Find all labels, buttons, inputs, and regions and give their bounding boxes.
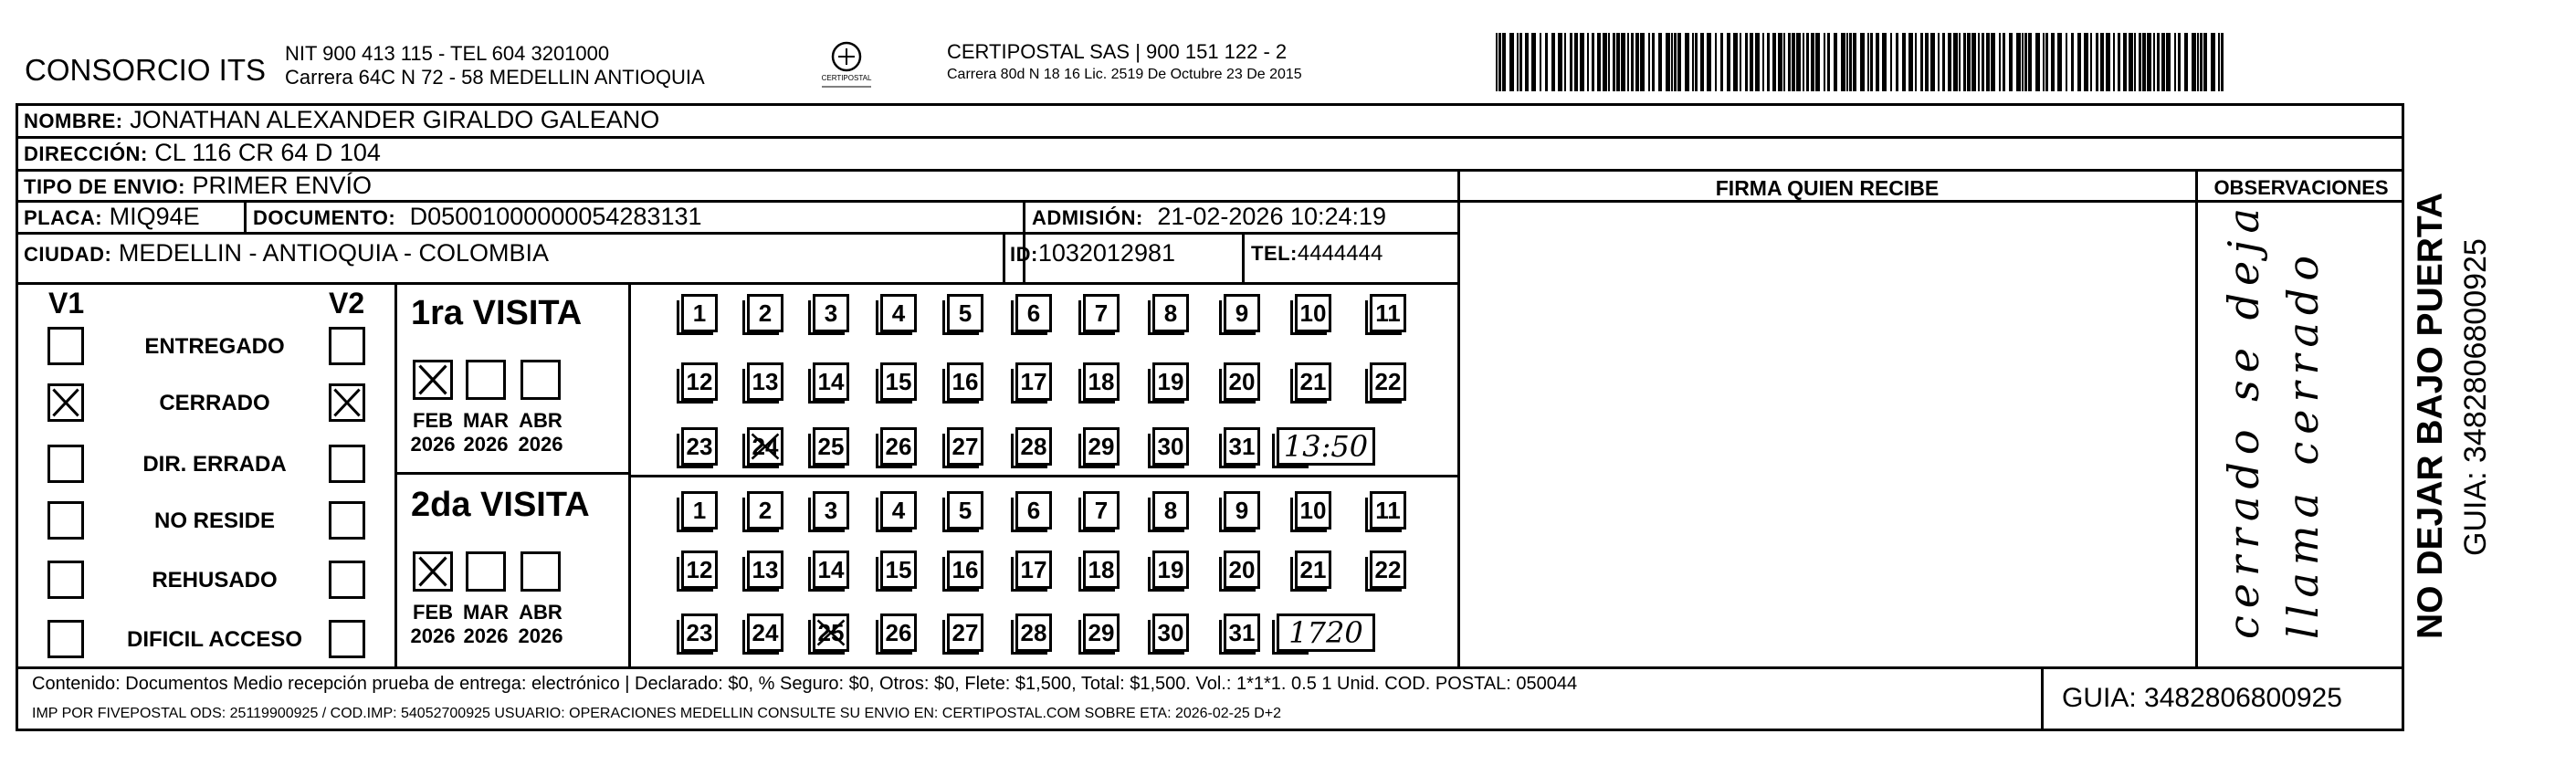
barcode-bar (1525, 33, 1529, 91)
day-box[interactable]: 26 (880, 427, 917, 466)
placa-value: MIQ94E (109, 203, 200, 230)
barcode-bar (1509, 33, 1514, 91)
barcode-bar (1860, 33, 1865, 91)
visit-time-value: 13:50 (1283, 429, 1369, 464)
barcode-bar (1727, 33, 1730, 91)
day-box[interactable]: 24 (747, 427, 783, 466)
day-box[interactable]: 9 (1224, 491, 1260, 530)
visit-2-title: 2da VISITA (411, 486, 590, 524)
barcode-bar (1982, 33, 1984, 91)
signature-area[interactable] (1460, 203, 2195, 666)
month-checkbox[interactable] (466, 551, 506, 592)
barcode-bar (1496, 33, 1498, 91)
admision-field (1032, 203, 1386, 231)
day-box[interactable]: 30 (1152, 613, 1189, 652)
day-box[interactable]: 11 (1370, 491, 1406, 530)
tipo-envio-field (24, 172, 372, 200)
footer-guia: GUIA: 3482806800925 (2062, 683, 2342, 713)
firma-header: FIRMA QUIEN RECIBE (1715, 176, 1940, 200)
barcode-bar (1745, 33, 1748, 91)
barcode-bar (1502, 33, 1506, 91)
barcode-bar (1674, 33, 1677, 91)
day-box[interactable]: 31 (1224, 613, 1260, 652)
barcode-bar (2071, 33, 2074, 91)
status-label: DIFICIL ACCESO (126, 627, 302, 652)
day-box[interactable]: 14 (813, 551, 849, 589)
day-box[interactable]: 1 (681, 491, 718, 530)
barcode-bar (1827, 33, 1830, 91)
footer-imp: IMP POR FIVEPOSTAL ODS: 25119900925 / COD.IMP: 54052700925 USUARIO: OPERACIONES MEDELLIN CONSULTE SU ENVIO EN: CERTIPOSTAL.COM SOBRE ETA: 2026-02-25 D+2 (32, 706, 1282, 721)
status-label: CERRADO (159, 391, 270, 415)
day-box[interactable]: 21 (1295, 362, 1331, 401)
barcode-bar (1953, 33, 1958, 91)
barcode-bar (2203, 33, 2207, 91)
barcode-bar (1783, 33, 1785, 91)
barcode-bar (2139, 33, 2141, 91)
nombre-value: JONATHAN ALEXANDER GIRALDO GALEANO (130, 106, 660, 133)
barcode-bar (1978, 33, 1980, 91)
barcode-bar (2142, 33, 2146, 91)
barcode-bar (1558, 33, 1562, 91)
day-box[interactable]: 4 (880, 294, 917, 332)
barcode-bar (1570, 33, 1572, 91)
day-box[interactable]: 5 (947, 294, 983, 332)
barcode-bar (1715, 33, 1717, 91)
ciudad-field (24, 239, 549, 267)
barcode-bar (2174, 33, 2176, 91)
day-box[interactable]: 28 (1015, 613, 1052, 652)
v1-checkbox[interactable] (47, 327, 84, 365)
barcode-bar (2129, 33, 2133, 91)
ciudad-value: MEDELLIN - ANTIOQUIA - COLOMBIA (118, 239, 549, 267)
barcode-bar (1707, 33, 1711, 91)
month-label: MAR 2026 (462, 601, 510, 647)
barcode-bar (1925, 33, 1929, 91)
id-label: ID: (1010, 243, 1038, 266)
month-checkbox[interactable] (520, 360, 561, 400)
barcode-bar (1621, 33, 1625, 91)
barcode-bar (1613, 33, 1615, 91)
month-label: MAR 2026 (462, 409, 510, 456)
v2-checkbox[interactable] (329, 445, 365, 483)
barcode-bar (2166, 33, 2171, 91)
day-box[interactable]: 20 (1224, 362, 1260, 401)
day-box[interactable]: 24 (747, 613, 783, 652)
day-box[interactable]: 18 (1083, 362, 1120, 401)
barcode-bar (1942, 33, 1945, 91)
day-box[interactable]: 4 (880, 491, 917, 530)
v2-header: V2 (329, 287, 365, 320)
barcode-bar (2096, 33, 2098, 91)
barcode-bar (1608, 33, 1610, 91)
status-label: NO RESIDE (153, 509, 276, 533)
barcode-bar (1685, 33, 1689, 91)
observaciones-header: OBSERVACIONES (2213, 176, 2389, 199)
day-box[interactable]: 29 (1083, 427, 1120, 466)
nombre-label: NOMBRE: (24, 110, 123, 132)
tipo-envio-value: PRIMER ENVÍO (192, 172, 372, 199)
barcode-bar (1700, 33, 1704, 91)
barcode-bar (1846, 33, 1848, 91)
barcode-bar (1991, 33, 1995, 91)
barcode-bar (1920, 33, 1923, 91)
day-box[interactable]: 14 (813, 362, 849, 401)
certipostal-logo (815, 38, 878, 91)
barcode-bar (2066, 33, 2067, 91)
day-box[interactable]: 18 (1083, 551, 1120, 589)
footer-content: Contenido: Documentos Medio recepción prueba de entrega: electrónico | Declarado: $0, % Seguro: $0, Otros: $0, Flete: $1,500, Total: $1,500. Vol.: 1*1*1. 0.5 1 Unid. COD. POSTAL: 050044 (32, 674, 1578, 694)
barcode-bar (2178, 33, 2181, 91)
day-box[interactable]: 22 (1370, 551, 1406, 589)
barcode-bar (1803, 33, 1804, 91)
placa-field (24, 203, 200, 231)
v2-checkbox[interactable] (329, 501, 365, 540)
barcode-bar (1788, 33, 1791, 91)
barcode-bar (1574, 33, 1578, 91)
month-label: FEB 2026 (410, 409, 456, 456)
barcode-bar (2192, 33, 2196, 91)
day-box[interactable]: 11 (1370, 294, 1406, 332)
v1-checkbox[interactable] (47, 561, 84, 599)
barcode-bar (1750, 33, 1753, 91)
day-box[interactable]: 27 (947, 427, 983, 466)
barcode-bar (2035, 33, 2040, 91)
barcode-bar (1930, 33, 1935, 91)
barcode-bar (1762, 33, 1764, 91)
documento-value: D05001000000054283131 (409, 203, 702, 230)
barcode-bar (1540, 33, 1541, 91)
no-dejar-bajo-puerta: NO DEJAR BAJO PUERTA (2411, 192, 2450, 639)
status-label: ENTREGADO (144, 334, 285, 359)
barcode-bar (2022, 33, 2024, 91)
day-box[interactable]: 5 (947, 491, 983, 530)
barcode-bar (1986, 33, 1990, 91)
barcode-bar (2200, 33, 2203, 91)
barcode-bar (2123, 33, 2127, 91)
day-box[interactable]: 25 (813, 613, 849, 652)
barcode-bar (1896, 33, 1898, 91)
barcode-bar (1597, 33, 1601, 91)
barcode-bar (2028, 33, 2032, 91)
v2-checkbox[interactable] (329, 561, 365, 599)
barcode-bar (1867, 33, 1869, 91)
visit-time[interactable] (1277, 613, 1375, 652)
side-guia: GUIA: 3482806800925 (2458, 238, 2493, 556)
tel-value: 4444444 (1297, 241, 1383, 266)
day-box[interactable]: 19 (1152, 551, 1189, 589)
v1-header: V1 (48, 287, 85, 320)
barcode-bar (1853, 33, 1856, 91)
company-name: CONSORCIO ITS (25, 53, 267, 87)
status-label: REHUSADO (152, 568, 278, 592)
v1-checkbox[interactable] (47, 501, 84, 540)
barcode-bar (2045, 33, 2048, 91)
v2-checkbox[interactable] (329, 327, 365, 365)
month-label: ABR 2026 (518, 601, 563, 647)
day-box[interactable]: 17 (1015, 362, 1052, 401)
v1-checkbox[interactable] (47, 620, 84, 658)
tel-label: TEL: (1251, 242, 1298, 265)
barcode-bar (1902, 33, 1906, 91)
barcode-bar (1517, 33, 1519, 91)
month-checkbox[interactable] (466, 360, 506, 400)
admision-value: 21-02-2026 10:24:19 (1157, 203, 1387, 230)
day-box[interactable]: 6 (1015, 294, 1052, 332)
barcode-bar (2211, 33, 2215, 91)
tipo-envio-label: TIPO DE ENVIO: (24, 175, 185, 198)
barcode-bar (1519, 33, 1522, 91)
day-box[interactable]: 31 (1224, 427, 1260, 466)
v1-checkbox[interactable] (47, 383, 84, 422)
visit-time-value: 1720 (1288, 615, 1363, 650)
v2-checkbox[interactable] (329, 383, 365, 422)
barcode-bar (1824, 33, 1825, 91)
month-checkbox[interactable] (413, 360, 453, 400)
barcode-bar (1882, 33, 1887, 91)
barcode-bar (2161, 33, 2165, 91)
barcode-bar (2184, 33, 2188, 91)
barcode-bar (1648, 33, 1650, 91)
barcode-bar (2003, 33, 2005, 91)
day-box[interactable]: 15 (880, 551, 917, 589)
barcode-bar (1938, 33, 1940, 91)
day-box[interactable]: 15 (880, 362, 917, 401)
day-box[interactable]: 2 (747, 294, 783, 332)
day-box[interactable]: 25 (813, 427, 849, 466)
day-box[interactable]: 13 (747, 362, 783, 401)
barcode-bar (1592, 33, 1594, 91)
day-box[interactable]: 8 (1152, 294, 1189, 332)
barcode-bar (2147, 33, 2151, 91)
barcode-bar (1915, 33, 1917, 91)
placa-label: PLACA: (24, 206, 103, 229)
day-box[interactable]: 26 (880, 613, 917, 652)
direccion-field (24, 139, 381, 167)
carrier-name: CERTIPOSTAL SAS | 900 151 122 - 2 (947, 40, 1288, 63)
day-box[interactable]: 23 (681, 613, 718, 652)
barcode-bar (1778, 33, 1782, 91)
barcode-bar (1963, 33, 1966, 91)
day-box[interactable]: 29 (1083, 613, 1120, 652)
barcode-bar (2118, 33, 2120, 91)
admision-label: ADMISIÓN: (1032, 206, 1143, 229)
barcode-bar (1733, 33, 1738, 91)
barcode-bar (1627, 33, 1629, 91)
direccion-value: CL 116 CR 64 D 104 (154, 139, 381, 166)
observation-note: llama cerrado (2278, 247, 2328, 639)
barcode-bar (1959, 33, 1961, 91)
visit-time[interactable] (1277, 427, 1375, 466)
barcode-bar (1971, 33, 1976, 91)
barcode-bar (1652, 33, 1655, 91)
observation-note: cerrado se deja (2219, 201, 2268, 639)
documento-field (253, 203, 702, 231)
barcode-bar (1720, 33, 1723, 91)
day-box[interactable]: 8 (1152, 491, 1189, 530)
month-checkbox[interactable] (520, 551, 561, 592)
tel-field (1251, 241, 1383, 267)
barcode-bar (1545, 33, 1548, 91)
barcode-bar (1677, 33, 1681, 91)
barcode-bar (1498, 33, 1501, 91)
day-box[interactable]: 19 (1152, 362, 1189, 401)
day-box[interactable]: 9 (1224, 294, 1260, 332)
barcode-bar (1587, 33, 1589, 91)
day-box[interactable]: 22 (1370, 362, 1406, 401)
barcode-bar (1603, 33, 1607, 91)
day-box[interactable]: 16 (947, 362, 983, 401)
v2-checkbox[interactable] (329, 620, 365, 658)
barcode-bar (1772, 33, 1776, 91)
barcode-bar (1948, 33, 1951, 91)
day-box[interactable]: 28 (1015, 427, 1052, 466)
barcode-bar (1531, 33, 1536, 91)
day-box[interactable]: 17 (1015, 551, 1052, 589)
barcode-bar (1580, 33, 1584, 91)
day-box[interactable]: 12 (681, 551, 718, 589)
barcode-bar (2197, 33, 2199, 91)
month-label: FEB 2026 (410, 601, 456, 647)
barcode-bar (2113, 33, 2115, 91)
v1-checkbox[interactable] (47, 445, 84, 483)
barcode-bar (1767, 33, 1770, 91)
barcode-bar (1908, 33, 1913, 91)
day-box[interactable]: 20 (1224, 551, 1260, 589)
nombre-field (24, 106, 659, 134)
barcode-bar (2090, 33, 2092, 91)
barcode-bar (1876, 33, 1879, 91)
day-box[interactable]: 27 (947, 613, 983, 652)
documento-label: DOCUMENTO: (253, 206, 396, 229)
barcode-bar (1695, 33, 1698, 91)
barcode-bar (2084, 33, 2088, 91)
barcode-bar (1815, 33, 1820, 91)
day-box[interactable]: 16 (947, 551, 983, 589)
day-box[interactable]: 10 (1295, 294, 1331, 332)
company-address: Carrera 64C N 72 - 58 MEDELLIN ANTIOQUIA (285, 66, 705, 89)
barcode-bar (1849, 33, 1852, 91)
svg-text:CERTIPOSTAL: CERTIPOSTAL (821, 74, 872, 82)
barcode-bar (1870, 33, 1873, 91)
barcode-bar (2043, 33, 2045, 91)
barcode-bar (1631, 33, 1634, 91)
barcode-bar (1635, 33, 1639, 91)
day-box[interactable]: 12 (681, 362, 718, 401)
barcode-bar (1740, 33, 1741, 91)
barcode-bar (1999, 33, 2001, 91)
day-box[interactable]: 6 (1015, 491, 1052, 530)
day-box[interactable]: 3 (813, 491, 849, 530)
barcode-bar (2100, 33, 2104, 91)
barcode-bar (1834, 33, 1837, 91)
barcode-bar (2024, 33, 2027, 91)
direccion-label: DIRECCIÓN: (24, 142, 148, 165)
day-box[interactable]: 3 (813, 294, 849, 332)
day-box[interactable]: 10 (1295, 491, 1331, 530)
day-box[interactable]: 1 (681, 294, 718, 332)
ciudad-label: CIUDAD: (24, 243, 112, 266)
barcode-bar (2077, 33, 2081, 91)
barcode-bar (1967, 33, 1971, 91)
id-value: 1032012981 (1037, 239, 1175, 267)
day-box[interactable]: 7 (1083, 294, 1120, 332)
barcode-bar (2016, 33, 2021, 91)
month-label: ABR 2026 (518, 409, 563, 456)
barcode-bar (1551, 33, 1555, 91)
barcode-bar (1792, 33, 1795, 91)
barcode-bar (2221, 33, 2224, 91)
visit-1-title: 1ra VISITA (411, 294, 583, 332)
barcode-bar (1671, 33, 1673, 91)
barcode-bar (2218, 33, 2220, 91)
barcode-bar (2134, 33, 2136, 91)
barcode-bar (2057, 33, 2062, 91)
barcode-bar (1666, 33, 1670, 91)
barcode-bar (2106, 33, 2110, 91)
id-field (1010, 239, 1175, 267)
barcode-bar (1806, 33, 1809, 91)
barcode-bar (1755, 33, 1760, 91)
barcode-bar (1640, 33, 1645, 91)
day-box[interactable]: 13 (747, 551, 783, 589)
barcode-bar (2157, 33, 2160, 91)
month-checkbox[interactable] (413, 551, 453, 592)
barcode-bar (1692, 33, 1694, 91)
barcode-bar (1658, 33, 1662, 91)
carrier-license: Carrera 80d N 18 16 Lic. 2519 De Octubre 23 De 2015 (947, 67, 1302, 82)
barcode-bar (2051, 33, 2055, 91)
barcode-bar (1841, 33, 1845, 91)
day-box[interactable]: 21 (1295, 551, 1331, 589)
day-box[interactable]: 23 (681, 427, 718, 466)
barcode-bar (1616, 33, 1620, 91)
day-box[interactable]: 2 (747, 491, 783, 530)
barcode-bar (1796, 33, 1801, 91)
barcode-bar (2009, 33, 2013, 91)
barcode-bar (1811, 33, 1814, 91)
status-label: DIR. ERRADA (142, 452, 287, 477)
day-box[interactable]: 30 (1152, 427, 1189, 466)
barcode-bar (1564, 33, 1566, 91)
company-nit: NIT 900 413 115 - TEL 604 3201000 (285, 42, 610, 65)
barcode-icon (1496, 33, 2226, 91)
day-box[interactable]: 7 (1083, 491, 1120, 530)
barcode-bar (2153, 33, 2155, 91)
barcode-bar (1890, 33, 1892, 91)
